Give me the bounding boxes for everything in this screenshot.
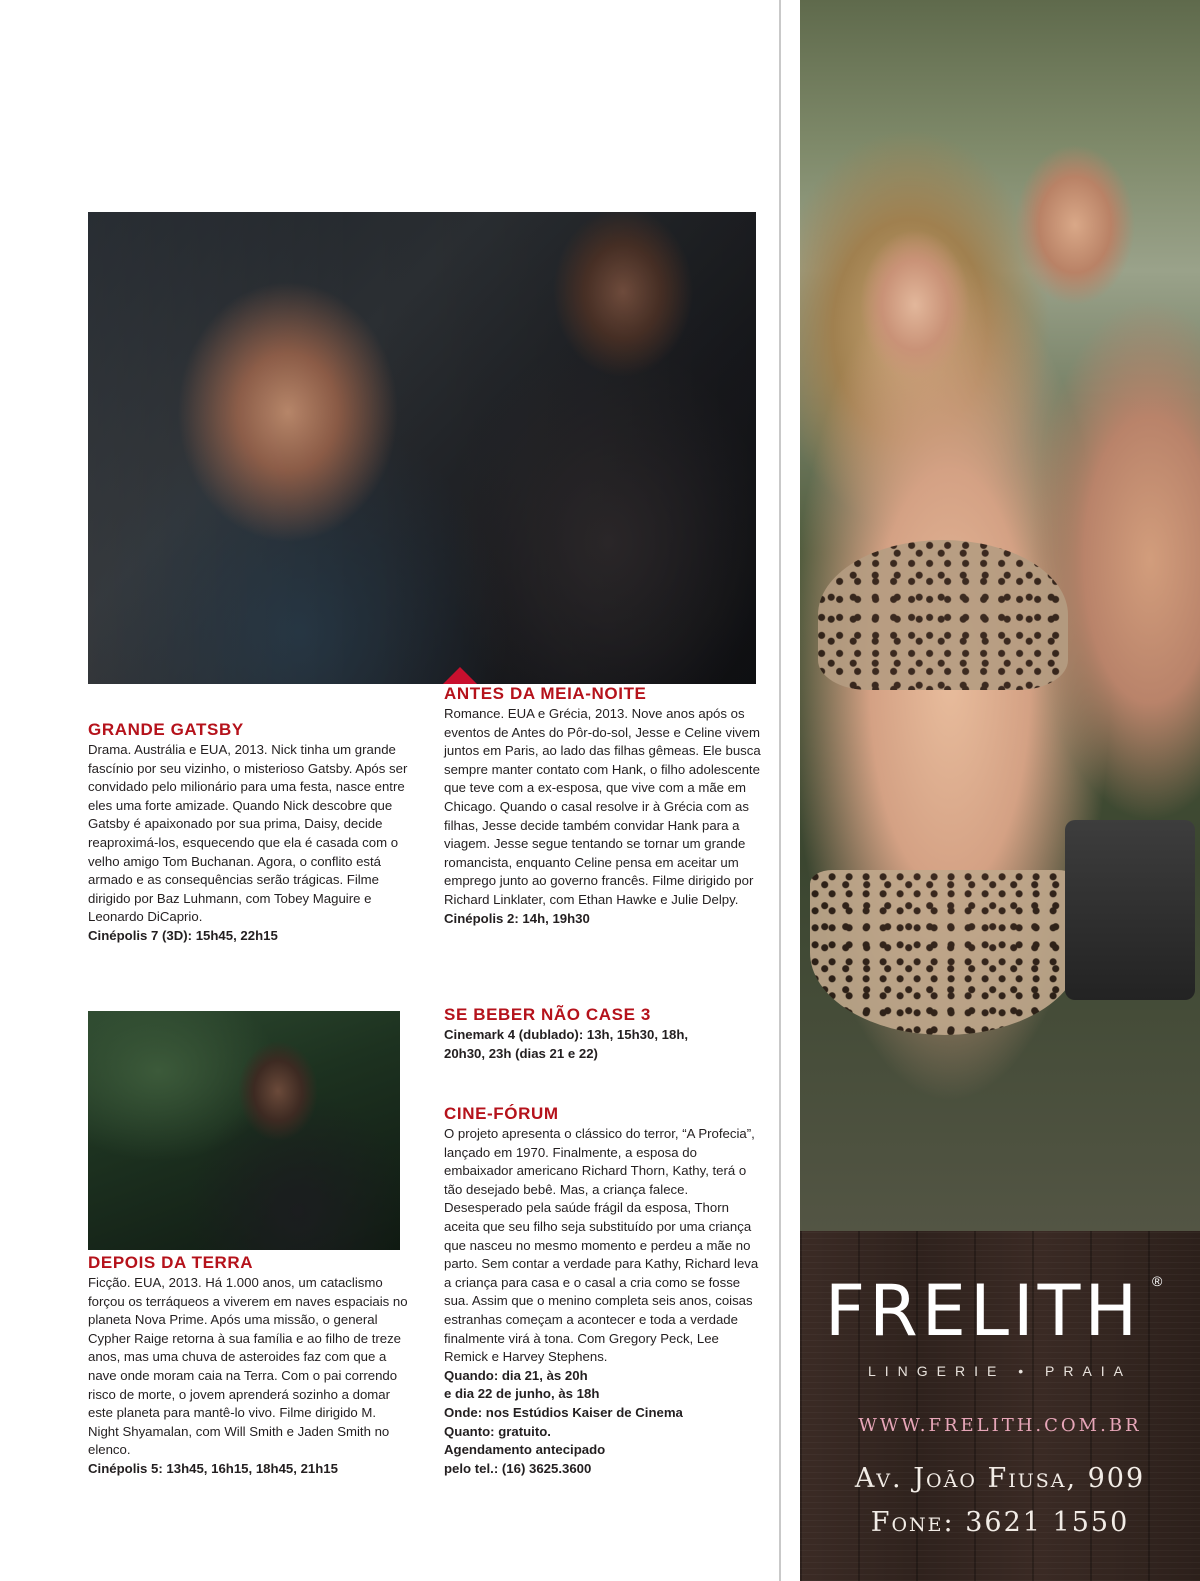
article-title: GRANDE GATSBY xyxy=(88,720,244,739)
event-phone: pelo tel.: (16) 3625.3600 xyxy=(444,1460,592,1476)
event-when: Quando: dia 21, às 20h xyxy=(444,1367,588,1383)
movie-still-star-trek xyxy=(88,212,756,684)
ad-photo-shorts xyxy=(1065,820,1195,1000)
ad-brand-panel xyxy=(800,1231,1200,1581)
red-triangle-marker xyxy=(443,667,477,684)
article-showtimes: Cinépolis 7 (3D): 15h45, 22h15 xyxy=(88,927,278,943)
article-grande-gatsby xyxy=(88,719,408,946)
article-showtimes: Cinemark 4 (dublado): 13h, 15h30, 18h, 20h30, 23h (dias 21 e 22) xyxy=(444,1027,689,1061)
brand-address: Av. João Fiusa, 909 xyxy=(854,1463,1146,1494)
article-body: O projeto apresenta o clássico do terror, “A Profecia”, lançado em 1970. Finalmente, a esposa do embaixador americano Richard Thorn, Kathy, terá o tão desejado bebê. Mas, a criança falece. Desesperado pela saúde frágil da esposa, Thorn aceita que seu filho seja substituído por uma criança que nasceu no mesmo momento e perdeu a mãe no parto. Sem contar a verdade para Kathy, Richard leva a criança para casa e o casal a cria como se fosse sua. Assim que o menino completa seis anos, coisas estranhas começam a acontecer e toda a verdade finalmente virá à tona. Com Gregory Peck, Lee Remick e Harvey Stephens. xyxy=(444,1126,759,1365)
article-title: ANTES DA MEIA-NOITE xyxy=(444,684,647,703)
event-where: Onde: nos Estúdios Kaiser de Cinema xyxy=(444,1404,683,1420)
brand-website: WWW.FRELITH.COM.BR xyxy=(858,1415,1142,1436)
ad-photo-bra xyxy=(818,540,1068,690)
article-title: DEPOIS DA TERRA xyxy=(88,1253,254,1272)
brand-phone: Fone: 3621 1550 xyxy=(870,1507,1130,1538)
movie-still-depois-da-terra xyxy=(88,1011,400,1250)
article-title: SE BEBER NÃO CASE 3 xyxy=(444,1005,651,1024)
event-booking: Agendamento antecipado xyxy=(444,1442,606,1458)
brand-logo: FRELITH xyxy=(824,1270,1142,1352)
event-price: Quanto: gratuito. xyxy=(444,1423,551,1439)
article-cine-forum xyxy=(444,1103,762,1478)
article-body: Ficção. EUA, 2013. Há 1.000 anos, um cataclismo forçou os terráqueos a viverem em naves espaciais no planeta Nova Prime. Após uma missão, o general Cypher Raige retorna à sua família e ao filho de treze anos, mas uma chuva de asteroides faz com que a nave onde moram caia na Terra. Com o pai correndo risco de morte, o jovem aprenderá sozinho a domar este planeta para mantê-lo vivo. Filme dirigido M. Night Shyamalan, com Will Smith e Jaden Smith no elenco. xyxy=(88,1275,408,1458)
article-showtimes: Cinépolis 5: 13h45, 16h15, 18h45, 21h15 xyxy=(88,1460,338,1476)
registered-mark: ® xyxy=(1152,1273,1163,1289)
event-when-second: e dia 22 de junho, às 18h xyxy=(444,1386,600,1402)
brand-tagline: LINGERIE • PRAIA xyxy=(867,1363,1133,1379)
ad-photo-briefs xyxy=(810,870,1080,1035)
article-se-beber-nao-case xyxy=(444,1004,694,1063)
page-divider xyxy=(779,0,781,1581)
ad-photo-models xyxy=(800,0,1200,1231)
article-depois-da-terra xyxy=(88,1252,408,1479)
article-body: Drama. Austrália e EUA, 2013. Nick tinha um grande fascínio por seu vizinho, o misterioso Gatsby. Após ser convidado pelo milionário para uma festa, nasce entre eles uma forte amizade. Quando Nick descobre que Gatsby é apaixonado por sua prima, Daisy, decide reaproximá-los, esquecendo que ela é casada com o velho amigo Tom Buchanan. Agora, o conflito está armado e as consequências serão trágicas. Filme dirigido por Baz Luhmann, com Tobey Maguire e Leonardo DiCaprio. xyxy=(88,742,408,925)
article-antes-da-meia-noite xyxy=(444,683,762,928)
article-body: Romance. EUA e Grécia, 2013. Nove anos após os eventos de Antes do Pôr-do-sol, Jesse e Celine vivem juntos em Paris, ao lado das filhas gêmeas. Ele busca sempre manter contato com Hank, o filho adolescente que teve com a ex-esposa, que vive com a mãe em Chicago. Quando o casal resolve ir à Grécia com as filhas, Jesse decide também convidar Hank para a viagem. Jesse segue tentando se tornar um grande romancista, enquanto Celine pensa em aceitar um emprego junto ao governo francês. Filme dirigido por Richard Linklater, com Ethan Hawke e Julie Delpy. xyxy=(444,706,761,907)
article-title: CINE-FÓRUM xyxy=(444,1104,559,1123)
article-showtimes: Cinépolis 2: 14h, 19h30 xyxy=(444,910,590,926)
